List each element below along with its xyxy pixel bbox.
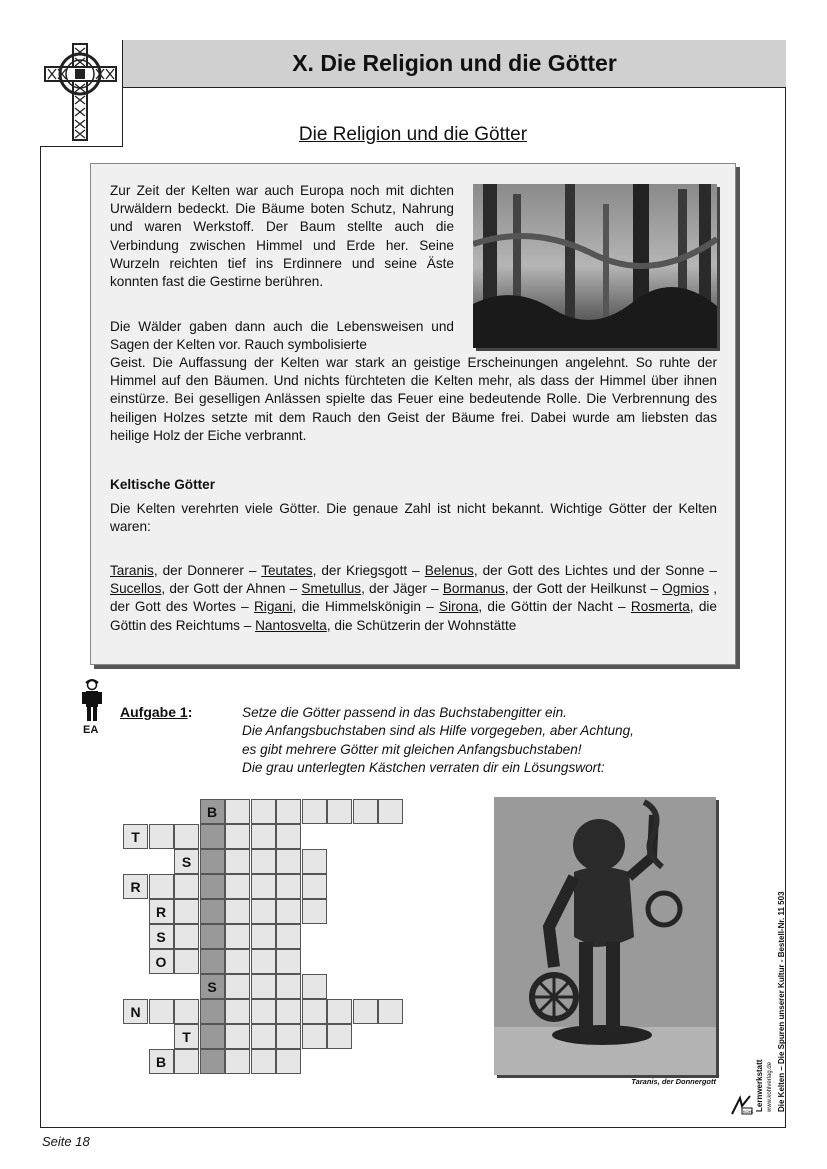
grid-cell[interactable] bbox=[276, 949, 301, 974]
page-number: Seite 18 bbox=[42, 1134, 90, 1149]
grid-cell[interactable] bbox=[174, 899, 199, 924]
grid-cell[interactable] bbox=[225, 949, 250, 974]
god-name: Bormanus bbox=[442, 581, 505, 597]
god-name: Sucellos bbox=[110, 581, 162, 597]
grid-cell[interactable] bbox=[327, 999, 352, 1024]
grid-cell[interactable] bbox=[174, 999, 199, 1024]
grid-cell[interactable]: O bbox=[149, 949, 174, 974]
grid-cell[interactable] bbox=[225, 1024, 250, 1049]
god-name: Belenus bbox=[424, 563, 474, 578]
grid-cell[interactable] bbox=[225, 874, 250, 899]
grid-cell[interactable] bbox=[276, 1024, 301, 1049]
grid-cell[interactable] bbox=[302, 899, 327, 924]
god-name: Taranis bbox=[110, 563, 154, 578]
gods-intro: Die Kelten verehrten viele Götter. Die genaue Zahl ist nicht bekannt. Wichtige Götter der Kelten waren: bbox=[110, 501, 717, 535]
celtic-cross-icon bbox=[40, 40, 121, 145]
god-description: , der Donnerer – bbox=[153, 563, 262, 578]
grid-cell[interactable] bbox=[378, 999, 403, 1024]
grid-cell[interactable] bbox=[378, 799, 403, 824]
task-label: Aufgabe 1: bbox=[120, 704, 193, 720]
grid-cell[interactable] bbox=[276, 849, 301, 874]
grid-cell[interactable] bbox=[200, 1024, 225, 1049]
god-name: Rigani bbox=[253, 599, 293, 615]
grid-cell[interactable] bbox=[200, 899, 225, 924]
grid-cell[interactable]: R bbox=[123, 874, 148, 899]
task-line: Die grau unterlegten Kästchen verraten dir ein Lösungswort: bbox=[242, 760, 605, 776]
god-name: Sirona bbox=[439, 599, 479, 615]
grid-cell[interactable] bbox=[251, 999, 276, 1024]
task-line: Die Anfangsbuchstaben sind als Hilfe vorgegeben, aber Achtung, bbox=[242, 723, 634, 739]
grid-cell[interactable] bbox=[251, 899, 276, 924]
grid-cell[interactable] bbox=[251, 799, 276, 824]
taranis-statue-photo bbox=[494, 797, 716, 1075]
grid-cell[interactable] bbox=[225, 899, 250, 924]
god-description: , der Kriegsgott – bbox=[312, 563, 425, 578]
grid-cell[interactable] bbox=[276, 824, 301, 849]
gods-list bbox=[110, 562, 717, 635]
grid-cell[interactable] bbox=[302, 1024, 327, 1049]
grid-cell[interactable]: S bbox=[200, 974, 225, 999]
god-description: , der Gott des Wortes – bbox=[110, 581, 717, 615]
god-name: Nantosvelta bbox=[255, 617, 327, 633]
sidebar-label: Lernwerkstatt bbox=[755, 1059, 764, 1112]
intro-paragraph-2a: Die Wälder gaben dann auch die Lebensweisen und Sagen der Kelten vor. Rauch symbolisierte bbox=[110, 319, 454, 353]
grid-cell[interactable] bbox=[225, 824, 250, 849]
grid-cell[interactable] bbox=[327, 1024, 352, 1049]
publisher-logo-icon bbox=[730, 1094, 754, 1116]
task-line: Setze die Götter passend in das Buchstabengitter ein. bbox=[242, 705, 567, 720]
grid-cell[interactable] bbox=[276, 924, 301, 949]
grid-cell[interactable] bbox=[149, 874, 174, 899]
intro-paragraph-1: Zur Zeit der Kelten war auch Europa noch mit dichten Urwäldern bedeckt. Die Bäume boten Schutz, Nahrung und waren Werkstoff. Der Baum stellte auch die Verbindung zwischen Himmel und Erde her. Seine Wurzeln reichten tief ins Erdinnere und seine Äste konnten fast die Gestirne berühren. bbox=[110, 183, 454, 290]
publisher-name: KOHL bbox=[743, 1109, 754, 1114]
grid-cell[interactable] bbox=[251, 924, 276, 949]
grid-cell[interactable] bbox=[302, 974, 327, 999]
grid-cell[interactable] bbox=[174, 924, 199, 949]
grid-cell[interactable]: B bbox=[200, 799, 225, 824]
grid-cell[interactable]: S bbox=[149, 924, 174, 949]
page-title: Die Religion und die Götter bbox=[298, 124, 528, 145]
task-instructions bbox=[242, 704, 634, 778]
god-description: , die Göttin der Nacht – bbox=[478, 599, 631, 615]
grid-cell[interactable] bbox=[251, 1024, 276, 1049]
grid-cell[interactable] bbox=[174, 824, 199, 849]
sidebar-title: Die Kelten – Die Spuren unserer Kultur - Bestell-Nr. 11 503 bbox=[777, 891, 786, 1112]
grid-cell[interactable] bbox=[251, 1049, 276, 1074]
grid-cell[interactable] bbox=[225, 799, 250, 824]
student-icon bbox=[82, 679, 102, 723]
god-description: , der Gott des Lichtes und der Sonne – bbox=[473, 563, 717, 578]
grid-cell[interactable] bbox=[225, 849, 250, 874]
grid-cell[interactable] bbox=[174, 949, 199, 974]
grid-cell[interactable] bbox=[200, 949, 225, 974]
god-description: , die Göttin des Reichtums – bbox=[110, 599, 717, 633]
grid-cell[interactable] bbox=[302, 999, 327, 1024]
grid-cell[interactable] bbox=[200, 849, 225, 874]
grid-cell[interactable]: T bbox=[123, 824, 148, 849]
grid-cell[interactable] bbox=[276, 999, 301, 1024]
grid-cell[interactable] bbox=[276, 1049, 301, 1074]
god-description: , der Jäger – bbox=[361, 581, 443, 597]
grid-cell[interactable] bbox=[225, 974, 250, 999]
grid-cell[interactable]: R bbox=[149, 899, 174, 924]
grid-cell[interactable] bbox=[276, 974, 301, 999]
grid-cell[interactable] bbox=[251, 824, 276, 849]
grid-cell[interactable] bbox=[225, 1049, 250, 1074]
forest-photo bbox=[473, 184, 717, 348]
grid-cell[interactable] bbox=[149, 999, 174, 1024]
grid-cell[interactable] bbox=[302, 849, 327, 874]
grid-cell[interactable] bbox=[302, 799, 327, 824]
grid-cell[interactable] bbox=[200, 824, 225, 849]
grid-cell[interactable]: S bbox=[174, 849, 199, 874]
grid-cell[interactable] bbox=[225, 999, 250, 1024]
grid-cell[interactable]: B bbox=[149, 1049, 174, 1074]
work-mode-label: EA bbox=[83, 724, 99, 736]
grid-cell[interactable] bbox=[353, 799, 378, 824]
publisher-url: www.kohlverlag.de bbox=[767, 1061, 773, 1112]
god-description: , der Gott der Heilkunst – bbox=[504, 581, 663, 597]
god-name: Ogmios bbox=[662, 581, 710, 597]
grid-cell[interactable] bbox=[302, 874, 327, 899]
grid-cell[interactable]: N bbox=[123, 999, 148, 1024]
grid-cell[interactable] bbox=[174, 874, 199, 899]
god-name: Rosmerta bbox=[630, 599, 690, 615]
grid-cell[interactable] bbox=[276, 899, 301, 924]
grid-cell[interactable] bbox=[200, 924, 225, 949]
god-name: Teutates bbox=[261, 563, 313, 578]
grid-cell[interactable] bbox=[251, 874, 276, 899]
grid-cell[interactable] bbox=[327, 799, 352, 824]
grid-cell[interactable] bbox=[276, 799, 301, 824]
grid-cell[interactable] bbox=[149, 824, 174, 849]
grid-cell[interactable] bbox=[225, 924, 250, 949]
grid-cell[interactable] bbox=[200, 999, 225, 1024]
god-description: , die Himmelskönigin – bbox=[292, 599, 440, 615]
grid-cell[interactable] bbox=[174, 1049, 199, 1074]
grid-cell[interactable] bbox=[353, 999, 378, 1024]
grid-cell[interactable] bbox=[276, 874, 301, 899]
grid-cell[interactable] bbox=[251, 849, 276, 874]
task-line: es gibt mehrere Götter mit gleichen Anfangsbuchstaben! bbox=[242, 741, 582, 757]
god-name: Smetullus bbox=[301, 581, 362, 597]
grid-cell[interactable] bbox=[200, 874, 225, 899]
grid-cell[interactable]: T bbox=[174, 1024, 199, 1049]
god-description: , die Schützerin der Wohnstätte bbox=[326, 617, 517, 633]
grid-cell[interactable] bbox=[251, 974, 276, 999]
god-description: , der Gott der Ahnen – bbox=[161, 581, 302, 597]
gods-heading: Keltische Götter bbox=[110, 477, 215, 492]
grid-cell[interactable] bbox=[200, 1049, 225, 1074]
intro-paragraph-2b: Geist. Die Auffassung der Kelten war stark an geistige Erscheinungen angelehnt. So ruhte der Himmel auf den Bäumen. Und nichts fürchteten die Kelten mehr, als dass der Himmel über ihnen einstürze. Bei geselligen Anlässen spielte das Feuer eine bedeutende Rolle. Die Verbrennung des heiligen Holzes setzte mit dem Rauch den Geist der Bäume frei. Dabei wurde am liebsten das heilige Holz der Eiche verbrannt. bbox=[110, 355, 717, 443]
chapter-title: X. Die Religion und die Götter bbox=[123, 40, 786, 88]
grid-cell[interactable] bbox=[251, 949, 276, 974]
image-caption: Taranis, der Donnergott bbox=[631, 1077, 716, 1086]
celtic-cross-logo bbox=[40, 40, 123, 147]
